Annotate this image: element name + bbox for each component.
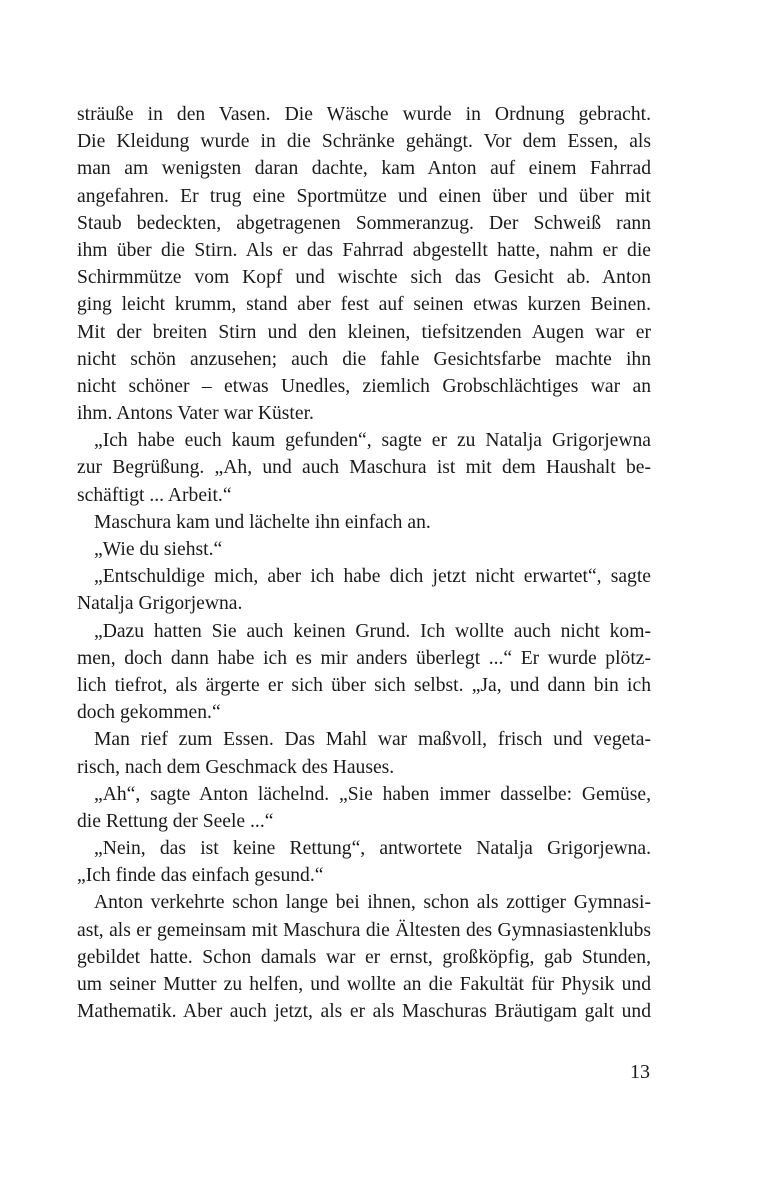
text-line: „Dazu hatten Sie auch keinen Grund. Ich wollte auch nicht kom- [94,620,651,642]
text-line: um seiner Mutter zu helfen, und wollte an die Fakultät für Physik und [77,974,651,995]
page-number: 13 [630,1061,650,1083]
text-line: die Rettung der Seele ...“ [77,810,274,832]
text-line: Staub bedeckten, abgetragenen Sommeranzug. Der Schweiß rann [77,212,651,234]
text-line: gebildet hatte. Schon damals war er ernst, großköpfig, gab Stunden, [77,946,651,968]
text-line: man am wenigsten daran dachte, kam Anton auf einem Fahrrad [77,158,651,180]
text-line: „Wie du siehst.“ [94,539,223,560]
text-line: nicht schöner – etwas Unedles, ziemlich Grobschlächtiges war an [77,375,651,397]
text-line: angefahren. Er trug eine Sportmütze und einen über und über mit [77,185,651,207]
text-line: „Nein, das ist keine Rettung“, antwortete Natalja Grigorjewna. [94,838,651,860]
text-line: Mit der breiten Stirn und den kleinen, tiefsitzenden Augen war er [77,321,651,343]
text-line: „Ich habe euch kaum gefunden“, sagte er zu Natalja Grigorjewna [94,430,651,452]
text-line: ging leicht krumm, stand aber fest auf seinen etwas kurzen Beinen. [77,294,651,316]
text-line: nicht schön anzusehen; auch die fahle Gesichtsfarbe machte ihn [77,348,651,370]
text-line: „Ich finde das einfach gesund.“ [77,865,324,887]
text-line: Die Kleidung wurde in die Schränke gehängt. Vor dem Essen, als [77,131,651,153]
text-line: schäftigt ... Arbeit.“ [77,484,232,506]
text-line: men, doch dann habe ich es mir anders überlegt ...“ Er wurde plötz- [77,647,651,669]
body-text [77,101,651,1025]
text-line: lich tiefrot, als ärgerte er sich über sich selbst. „Ja, und dann bin ich [77,674,651,696]
text-line: ast, als er gemeinsam mit Maschura die Ältesten des Gymnasiastenklubs [77,919,651,941]
text-line: „Ah“, sagte Anton lächelnd. „Sie haben immer dasselbe: Gemüse, [94,783,651,805]
text-line: doch gekommen.“ [77,702,221,724]
text-line: Anton verkehrte schon lange bei ihnen, schon als zottiger Gymnasi- [94,892,651,914]
text-line: zur Begrüßung. „Ah, und auch Maschura ist mit dem Haushalt be- [77,457,651,479]
text-line: Maschura kam und lächelte ihn einfach an. [94,511,431,533]
text-line: risch, nach dem Geschmack des Hauses. [77,756,395,778]
text-line: Man rief zum Essen. Das Mahl war maßvoll, frisch und vegeta- [94,729,651,751]
text-line: sträuße in den Vasen. Die Wäsche wurde in Ordnung gebracht. [77,104,651,125]
text-line: Natalja Grigorjewna. [77,593,243,615]
text-line: „Entschuldige mich, aber ich habe dich jetzt nicht erwartet“, sagte [94,566,651,588]
text-line: ihm. Antons Vater war Küster. [77,403,314,425]
text-line: ihm über die Stirn. Als er das Fahrrad abgestellt hatte, nahm er die [77,239,651,261]
text-line: Mathematik. Aber auch jetzt, als er als Maschuras Bräutigam galt und [77,1001,651,1023]
text-line: Schirmmütze vom Kopf und wischte sich das Gesicht ab. Anton [77,267,651,289]
